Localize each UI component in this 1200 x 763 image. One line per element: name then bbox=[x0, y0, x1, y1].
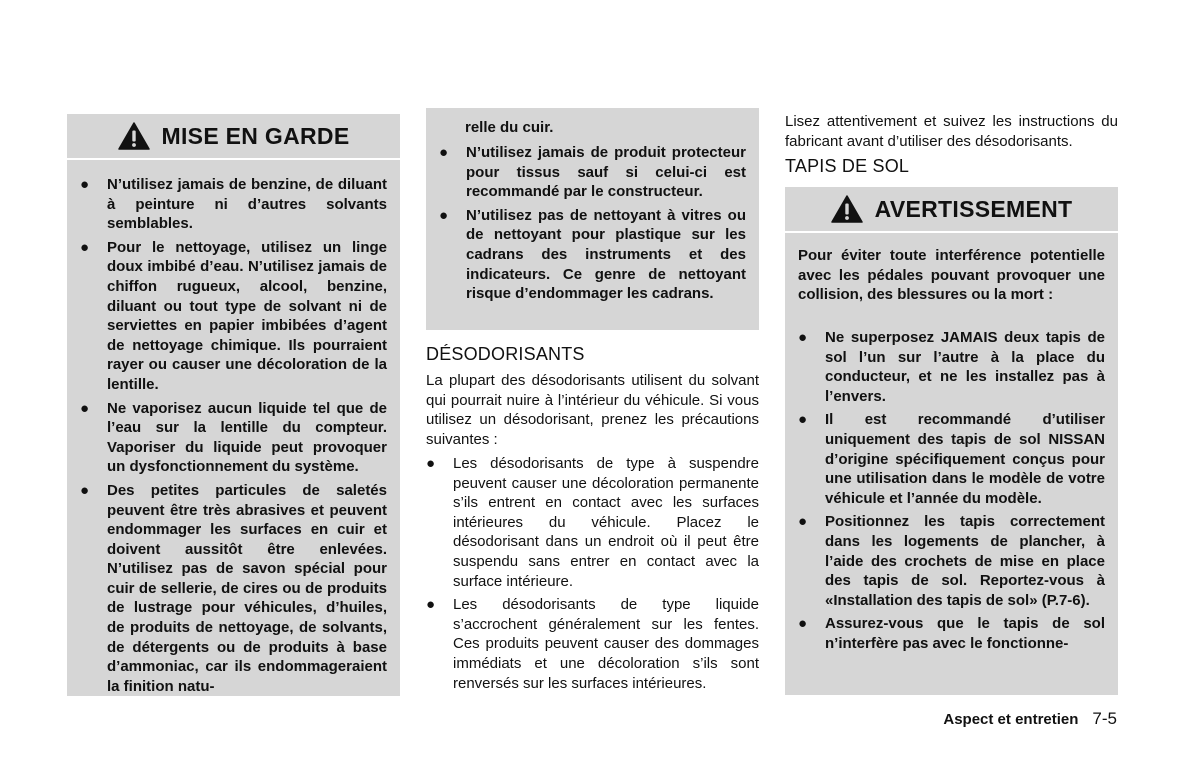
bullet-icon: ● bbox=[798, 329, 808, 346]
list-item-text: Positionnez les tapis correctement dans les logements de plancher, à l’aide des crochets de mise en place des tapis de sol. Reportez-vous à «Installation des tapis de sol» (P.7-6). bbox=[825, 513, 1105, 609]
warning-continuation-box bbox=[426, 108, 759, 330]
list-item bbox=[426, 595, 759, 693]
list-item-text: N’utilisez jamais de produit protecteur pour tissus sauf si celui-ci est recommandé par le constructeur. bbox=[466, 144, 746, 201]
warning-continuation-list bbox=[439, 143, 746, 308]
desodorisants-list bbox=[426, 454, 759, 697]
list-item bbox=[439, 206, 746, 304]
list-item bbox=[798, 614, 1105, 653]
right-intro-text: Lisez attentivement et suivez les instructions du fabricant avant d’utiliser des désodorisants. bbox=[785, 113, 1118, 150]
list-item-text: Assurez-vous que le tapis de sol n’interfère pas avec le fonctionne- bbox=[825, 615, 1105, 652]
avertissement-intro: Pour éviter toute interférence potentielle avec les pédales pouvant provoquer une collision, des blessures ou la mort : bbox=[798, 247, 1105, 304]
bullet-icon: ● bbox=[80, 238, 90, 256]
bullet-icon: ● bbox=[798, 615, 808, 633]
list-item-text: Les désodorisants de type à suspendre peuvent causer une décoloration permanente s’ils entrent en contact avec les surfaces intérieures du véhicule. Placez le désodorisant dans un endroit où il peut être suspendu sans entrer en contact avec la surface intérieure. bbox=[453, 455, 759, 590]
bullet-icon: ● bbox=[80, 176, 90, 193]
list-item bbox=[80, 175, 387, 234]
mise-en-garde-box bbox=[67, 114, 400, 696]
mise-en-garde-title: MISE EN GARDE bbox=[161, 122, 350, 149]
list-item bbox=[80, 399, 387, 477]
warning-continuation-text: relle du cuir. bbox=[465, 119, 554, 136]
page-number: 7-5 bbox=[1092, 709, 1117, 728]
tapis-de-sol-heading: TAPIS DE SOL bbox=[785, 156, 910, 176]
list-item-text: N’utilisez pas de nettoyant à vitres ou de nettoyant pour plastique sur les cadrans des instruments et des indicateurs. Ce genre de nettoyant risque d’endommager les cadrans. bbox=[466, 206, 746, 303]
avertissement-box bbox=[785, 187, 1118, 695]
avertissement-header bbox=[785, 187, 1118, 233]
mise-en-garde-list bbox=[80, 175, 387, 700]
bullet-icon: ● bbox=[798, 513, 808, 531]
list-item-text: N’utilisez jamais de benzine, de diluant à peinture ni d’autres solvants semblables. bbox=[107, 176, 387, 233]
list-item-text: Ne vaporisez aucun liquide tel que de l’eau sur la lentille du compteur. Vaporiser du liquide peut provoquer un dysfonctionnement du système. bbox=[107, 399, 387, 476]
bullet-icon: ● bbox=[80, 481, 90, 499]
list-item bbox=[798, 512, 1105, 610]
bullet-icon: ● bbox=[798, 411, 808, 429]
list-item bbox=[80, 238, 387, 395]
desodorisants-heading: DÉSODORISANTS bbox=[426, 344, 585, 364]
list-item-text: Les désodorisants de type liquide s’accrochent généralement sur les fentes. Ces produits peuvent causer des dommages immédiats et une décoloration s’ils sont renversés sur les surfaces intérieures. bbox=[453, 596, 759, 692]
list-item-text: Des petites particules de saletés peuvent être très abrasives et peuvent endommager les surfaces en cuir et doivent aussitôt être enlevées. N’utilisez pas de savon spécial pour cuir de sellerie, de cires ou de produits de lustrage pour véhicules, d’huiles, de produits de nettoyage, de solvants, de détergents ou de produits à base d’ammoniac, car ils endommageraient la finition natu- bbox=[107, 481, 387, 695]
bullet-icon: ● bbox=[439, 144, 449, 161]
desodorisants-intro: La plupart des désodorisants utilisent du solvant qui pourrait nuire à l’intérieur du véhicule. Si vous utilisez un désodorisant, prenez les précautions suivantes : bbox=[426, 372, 759, 448]
list-item bbox=[798, 410, 1105, 508]
list-item bbox=[798, 328, 1105, 406]
bullet-icon: ● bbox=[80, 399, 90, 417]
list-item-text: Pour le nettoyage, utilisez un linge doux imbibé d’eau. N’utilisez jamais de chiffon rugueux, alcool, benzine, diluant ou tout type de solvant ni de serviettes en papier imbibées d’agent de nettoyage chimique. Ils pourraient rayer ou causer une décoloration de la lentille. bbox=[107, 238, 387, 393]
list-item-text: Ne superposez JAMAIS deux tapis de sol l’un sur l’autre à la place du conducteur, et ne les installez pas à l’envers. bbox=[825, 329, 1105, 405]
bullet-icon: ● bbox=[426, 596, 436, 614]
list-item-text: Il est recommandé d’utiliser uniquement des tapis de sol NISSAN d’origine spécifiquement conçus pour une utilisation dans le modèle de votre véhicule et l’année du modèle. bbox=[825, 411, 1105, 507]
mise-en-garde-header bbox=[67, 114, 400, 160]
footer-section-title: Aspect et entretien bbox=[943, 711, 1079, 728]
avertissement-title: AVERTISSEMENT bbox=[874, 195, 1073, 222]
list-item bbox=[439, 143, 746, 202]
bullet-icon: ● bbox=[426, 455, 436, 472]
warning-triangle-icon bbox=[118, 122, 150, 150]
list-item bbox=[426, 454, 759, 591]
page-footer bbox=[943, 709, 1117, 729]
avertissement-list bbox=[798, 328, 1105, 658]
list-item bbox=[80, 481, 387, 697]
warning-triangle-icon bbox=[831, 195, 863, 223]
bullet-icon: ● bbox=[439, 206, 449, 224]
